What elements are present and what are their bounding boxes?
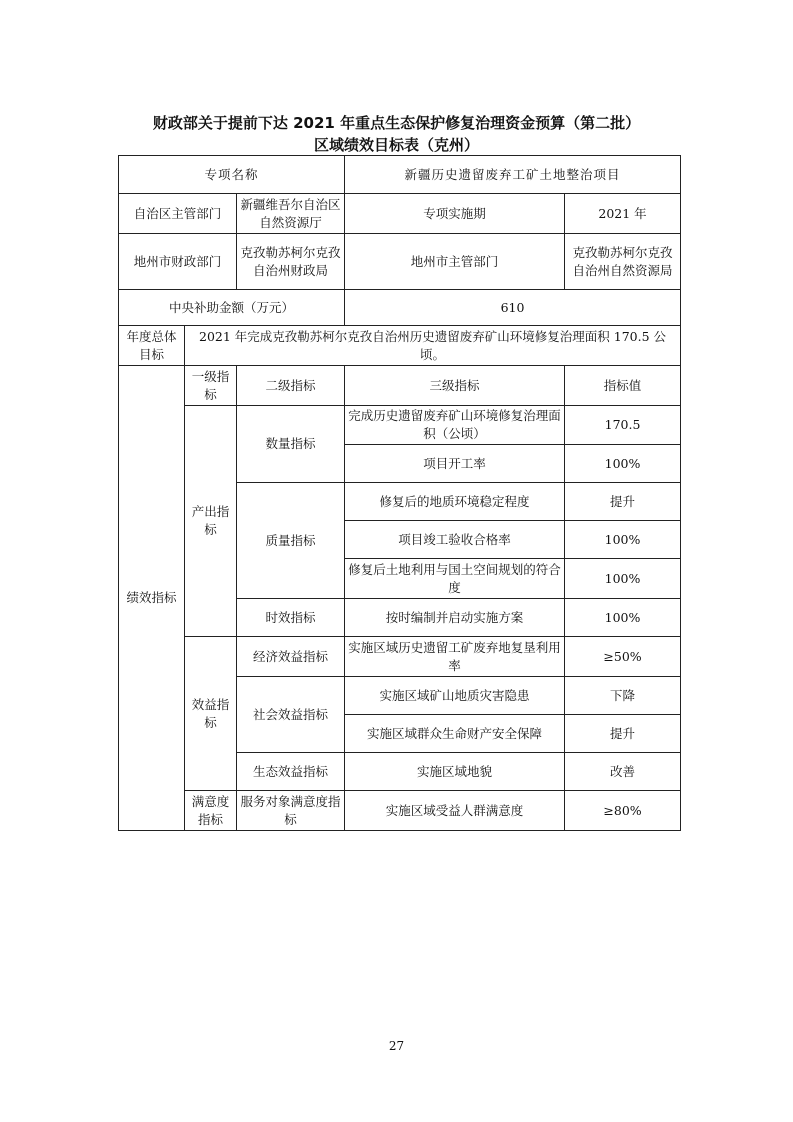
timeliness-indicator-label: 时效指标 (237, 599, 345, 637)
indicator-value: 170.5 (565, 406, 681, 445)
output-indicator-label: 产出指标 (185, 406, 237, 637)
prefecture-finance-value: 克孜勒苏柯尔克孜自治州财政局 (237, 234, 345, 290)
document-title (0, 112, 793, 156)
indicator-name: 实施区域历史遗留工矿废弃地复垦利用率 (345, 637, 565, 677)
table-row (119, 156, 681, 194)
prefecture-finance-label: 地州市财政部门 (119, 234, 237, 290)
region-dept-value: 新疆维吾尔自治区自然资源厅 (237, 194, 345, 234)
prefecture-dept-value: 克孜勒苏柯尔克孜自治州自然资源局 (565, 234, 681, 290)
annual-goal-value: 2021 年完成克孜勒苏柯尔克孜自治州历史遗留废弃矿山环境修复治理面积 170.5 公顷。 (185, 326, 681, 366)
subsidy-value: 610 (345, 290, 681, 326)
indicator-value: 提升 (565, 483, 681, 521)
indicator-name: 实施区域受益人群满意度 (345, 791, 565, 831)
indicator-name: 修复后的地质环境稳定程度 (345, 483, 565, 521)
quality-indicator-label: 质量指标 (237, 483, 345, 599)
project-name-label: 专项名称 (119, 156, 345, 194)
period-value: 2021 年 (565, 194, 681, 234)
indicator-name: 按时编制并启动实施方案 (345, 599, 565, 637)
project-name-value: 新疆历史遗留废弃工矿土地整治项目 (345, 156, 681, 194)
table-row (119, 290, 681, 326)
header-value: 指标值 (565, 366, 681, 406)
prefecture-dept-label: 地州市主管部门 (345, 234, 565, 290)
benefit-indicator-label: 效益指标 (185, 637, 237, 791)
indicator-value: 100% (565, 599, 681, 637)
indicators-section-label: 绩效指标 (119, 366, 185, 831)
table-row (119, 406, 681, 445)
indicator-value: 100% (565, 559, 681, 599)
economic-indicator-label: 经济效益指标 (237, 637, 345, 677)
indicator-value: 100% (565, 521, 681, 559)
indicator-name: 修复后土地利用与国土空间规划的符合度 (345, 559, 565, 599)
indicator-value: 下降 (565, 677, 681, 715)
performance-target-table (118, 155, 681, 831)
title-line-2: 区域绩效目标表（克州） (313, 136, 479, 154)
header-level1: 一级指标 (185, 366, 237, 406)
indicator-value: ≥80% (565, 791, 681, 831)
title-line-1: 财政部关于提前下达 2021 年重点生态保护修复治理资金预算（第二批） (152, 114, 641, 132)
region-dept-label: 自治区主管部门 (119, 194, 237, 234)
quantity-indicator-label: 数量指标 (237, 406, 345, 483)
social-indicator-label: 社会效益指标 (237, 677, 345, 753)
indicator-name: 实施区域矿山地质灾害隐患 (345, 677, 565, 715)
satisfaction-indicator-label: 满意度指标 (185, 791, 237, 831)
indicator-value: 改善 (565, 753, 681, 791)
indicator-value: ≥50% (565, 637, 681, 677)
indicator-name: 完成历史遗留废弃矿山环境修复治理面积（公顷） (345, 406, 565, 445)
indicator-value: 提升 (565, 715, 681, 753)
indicator-name: 项目开工率 (345, 445, 565, 483)
service-satisfaction-label: 服务对象满意度指标 (237, 791, 345, 831)
subsidy-label: 中央补助金额（万元） (119, 290, 345, 326)
header-level2: 二级指标 (237, 366, 345, 406)
page-number: 27 (388, 1039, 405, 1053)
table-row (119, 194, 681, 234)
period-label: 专项实施期 (345, 194, 565, 234)
indicator-name: 实施区域群众生命财产安全保障 (345, 715, 565, 753)
indicator-name: 实施区域地貌 (345, 753, 565, 791)
annual-goal-label: 年度总体目标 (119, 326, 185, 366)
indicator-name: 项目竣工验收合格率 (345, 521, 565, 559)
ecological-indicator-label: 生态效益指标 (237, 753, 345, 791)
table-row (119, 637, 681, 677)
indicator-value: 100% (565, 445, 681, 483)
table-row (119, 326, 681, 366)
table-row (119, 234, 681, 290)
header-level3: 三级指标 (345, 366, 565, 406)
table-row (119, 791, 681, 831)
table-row (119, 366, 681, 406)
